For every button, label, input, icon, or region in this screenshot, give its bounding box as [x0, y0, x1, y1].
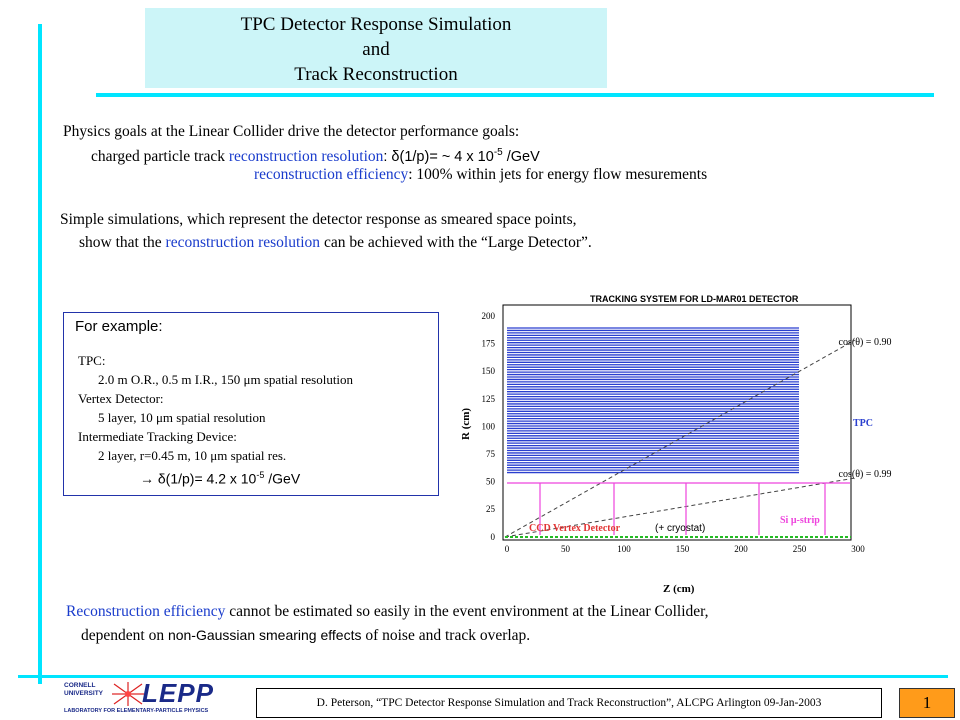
tpc-label: TPC:	[78, 353, 106, 368]
logo-burst-icon	[112, 682, 144, 706]
x-tick-label: 100	[617, 544, 631, 554]
physics-goals-line-1: Physics goals at the Linear Collider drive the detector performance goals:	[63, 123, 520, 140]
resolution-highlight: reconstruction resolution	[228, 148, 384, 166]
logo-name: LEPP	[142, 678, 214, 708]
example-box	[63, 312, 439, 496]
slide-title	[145, 8, 607, 88]
logo-university: UNIVERSITY	[64, 690, 104, 697]
left-vertical-rule	[38, 24, 42, 684]
x-tick-label: 300	[851, 544, 865, 554]
logo-cornell: CORNELL	[64, 682, 96, 689]
y-tick-label: 200	[481, 311, 495, 321]
x-tick-label: 200	[734, 544, 748, 554]
y-tick-label: 0	[490, 531, 495, 542]
si-strip-label: Si μ-strip	[780, 515, 820, 526]
footer-citation: D. Peterson, “TPC Detector Response Simulation and Track Reconstruction”, ALCPG Arlington 09-Jan-2003	[256, 688, 882, 718]
ccd-label: CCD Vertex Detector	[529, 523, 621, 534]
y-axis-ticks	[482, 311, 496, 542]
cryostat-label: (+ cryostat)	[655, 523, 706, 534]
x-axis-ticks	[505, 544, 866, 554]
vertex-spec: 5 layer, 10 μm spatial resolution	[98, 410, 266, 425]
physics-goals-line-3: reconstruction efficiency: 100% within jets for energy flow mesurements	[254, 166, 708, 183]
tpc-spec: 2.0 m O.R., 0.5 m I.R., 150 μm spatial resolution	[98, 372, 354, 387]
x-axis-label: Z (cm)	[663, 583, 695, 595]
x-tick-label: 250	[792, 544, 807, 554]
x-tick-label: 150	[675, 544, 690, 554]
title-line-3: Track Reconstruction	[294, 64, 458, 85]
page-number: 1	[899, 688, 955, 718]
simulation-line-2: show that the reconstruction resolution can be achieved with the “Large Detector”.	[79, 234, 592, 251]
logo-subtitle: LABORATORY FOR ELEMENTARY-PARTICLE PHYSICS	[64, 708, 209, 714]
y-tick-label: 75	[486, 449, 495, 459]
tpc-figure-label: TPC	[853, 418, 873, 429]
efficiency-line-2: dependent on non-Gaussian smearing effects of noise and track overlap.	[81, 627, 531, 644]
y-axis-label: R (cm)	[460, 407, 472, 440]
efficiency-line-1: Reconstruction efficiency cannot be estimated so easily in the event environment at the Linear Collider,	[66, 603, 709, 620]
simulation-line-1: Simple simulations, which represent the detector response as smeared space points,	[60, 211, 577, 228]
y-tick-label: 25	[486, 504, 495, 515]
physics-goals-line-2: charged particle track reconstruction resolution: δ(1/p)= ~ 4 x $10^{-5}$ /GeV	[91, 147, 540, 166]
vertex-label: Vertex Detector:	[78, 391, 164, 406]
resolution-highlight-2: reconstruction resolution	[165, 234, 321, 251]
x-tick-label: 50	[561, 544, 570, 554]
efficiency-highlight-2: Reconstruction efficiency	[66, 603, 226, 620]
tracking-system-figure	[455, 290, 895, 600]
lepp-logo	[62, 678, 238, 718]
y-tick-label: 50	[486, 476, 495, 487]
figure-title: TRACKING SYSTEM FOR LD-MAR01 DETECTOR	[590, 294, 799, 304]
y-tick-label: 150	[481, 366, 495, 377]
itd-label: Intermediate Tracking Device:	[78, 429, 237, 444]
x-tick-label: 0	[504, 544, 510, 554]
example-header: For example:	[75, 318, 163, 335]
title-line-1: TPC Detector Response Simulation	[240, 14, 512, 35]
itd-spec: 2 layer, r=0.45 m, 10 μm spatial res.	[98, 448, 287, 463]
detector-spec-list	[78, 351, 353, 489]
efficiency-highlight: reconstruction efficiency	[254, 166, 409, 183]
y-tick-label: 100	[481, 421, 495, 432]
top-horizontal-rule	[96, 93, 934, 97]
result-line: → δ(1/p)= 4.2 x $10^{-5}$ /GeV	[140, 470, 301, 487]
tpc-layers	[507, 328, 799, 473]
title-line-2: and	[362, 39, 390, 60]
y-tick-label: 175	[481, 338, 495, 349]
y-tick-label: 125	[481, 393, 495, 404]
cos-099-label: cos(θ) = 0.99	[838, 469, 892, 480]
cos-090-label: cos(θ) = 0.90	[838, 337, 892, 348]
